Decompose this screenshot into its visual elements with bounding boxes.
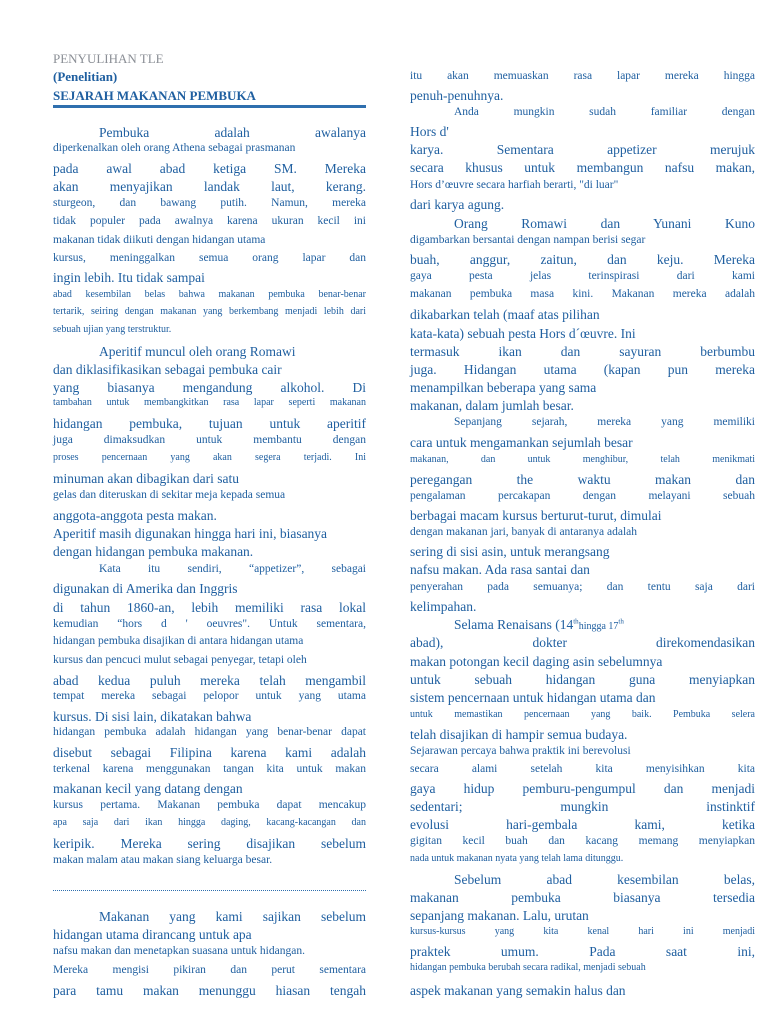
line-text: ingin lebih. Itu tidak sampai bbox=[53, 270, 205, 285]
text-line bbox=[53, 180, 366, 194]
text-line bbox=[454, 873, 755, 887]
text-line bbox=[53, 398, 366, 408]
line-text: dikabarkan telah (maaf atas pilihan bbox=[410, 307, 600, 322]
line-text: itu akan memuaskan rasa lapar mereka hingga bbox=[410, 70, 755, 82]
line-text: makanan tidak diikuti dengan hidangan utama bbox=[53, 234, 266, 246]
line-text: makanan kecil yang datang dengan bbox=[53, 781, 243, 796]
line-text: secara alami setelah kita menyisihkan kita bbox=[410, 763, 755, 775]
line-text: kata-kata) sebuah pesta Hors d´œuvre. Ini bbox=[410, 326, 636, 341]
text-line bbox=[53, 965, 366, 977]
superscript: th bbox=[618, 617, 624, 626]
text-line bbox=[53, 235, 366, 247]
text-line bbox=[454, 107, 755, 119]
line-text: kursus dan pencuci mulut sebagai penyegar, tetapi oleh bbox=[53, 654, 307, 666]
text-line bbox=[53, 928, 366, 942]
text-line bbox=[53, 271, 366, 285]
text-line bbox=[53, 800, 366, 812]
line-text: dan diklasifikasikan sebagai pembuka cair bbox=[53, 362, 282, 377]
text-line bbox=[454, 618, 755, 632]
line-text-tail: hingga 17 bbox=[578, 621, 619, 632]
text-line bbox=[410, 909, 755, 923]
line-text: hidangan utama dirancang untuk apa bbox=[53, 927, 252, 942]
line-text: gaya hidup pemburu-pengumpul dan menjadi bbox=[410, 781, 755, 796]
line-text: di tahun 1860-an, lebih memiliki rasa lokal bbox=[53, 600, 366, 615]
text-line bbox=[410, 764, 755, 776]
text-line bbox=[410, 491, 755, 503]
text-line bbox=[410, 782, 755, 796]
line-text: gigitan kecil buah dan kacang memang menyiapkan bbox=[410, 835, 755, 847]
text-line bbox=[53, 325, 366, 335]
line-text: buah, anggur, zaitun, dan keju. Mereka bbox=[410, 252, 755, 267]
text-line bbox=[410, 381, 755, 395]
text-line bbox=[410, 582, 755, 594]
text-line bbox=[53, 545, 366, 559]
line-text: tidak populer pada awalnya karena ukuran kecil ini bbox=[53, 215, 366, 227]
line-text: abad kesembilan belas bahwa makanan pembuka benar-benar bbox=[53, 289, 366, 300]
text-line bbox=[410, 746, 755, 758]
text-line bbox=[53, 527, 366, 541]
text-line bbox=[410, 180, 755, 192]
line-text: secara khusus untuk membangun nafsu makan, bbox=[410, 160, 755, 175]
line-text: abad), dokter direkomendasikan bbox=[410, 635, 755, 650]
text-line bbox=[53, 582, 366, 596]
page-title: SEJARAH MAKANAN PEMBUKA bbox=[53, 88, 256, 103]
line-text: menampilkan beberapa yang sama bbox=[410, 380, 597, 395]
section-divider bbox=[53, 890, 366, 891]
text-line bbox=[410, 636, 755, 650]
line-text: hidangan pembuka berubah secara radikal, menjadi sebuah bbox=[410, 962, 646, 973]
line-text: gelas dan diteruskan di sekitar meja kepada semua bbox=[53, 489, 286, 501]
line-text: gaya pesta jelas terinspirasi dari kami bbox=[410, 270, 755, 282]
subject-label: PENYULIHAN TLE bbox=[53, 51, 164, 66]
line-text: kelimpahan. bbox=[410, 599, 477, 614]
text-line bbox=[53, 509, 366, 523]
text-line bbox=[410, 71, 755, 83]
line-text: penuh-penuhnya. bbox=[410, 88, 504, 103]
line-text: sering di sisi asin, untuk merangsang bbox=[410, 544, 610, 559]
text-line bbox=[410, 854, 755, 864]
text-line bbox=[410, 728, 755, 742]
text-line bbox=[410, 327, 755, 341]
text-line bbox=[53, 435, 366, 447]
line-text: Mereka mengisi pikiran dan perut sementara bbox=[53, 964, 366, 976]
text-line bbox=[53, 453, 366, 463]
text-line bbox=[410, 836, 755, 848]
line-text: telah disajikan di hampir semua budaya. bbox=[410, 727, 628, 742]
line-text: hidangan pembuka disajikan di antara hidangan utama bbox=[53, 635, 304, 647]
text-line bbox=[410, 691, 755, 705]
text-line bbox=[410, 891, 755, 905]
text-line bbox=[410, 271, 755, 283]
line-text: kursus, meninggalkan semua orang lapar dan bbox=[53, 252, 366, 264]
line-text: karya. Sementara appetizer merujuk bbox=[410, 142, 755, 157]
line-text: nafsu makan dan menetapkan suasana untuk hidangan. bbox=[53, 945, 305, 957]
line-text: makanan, dalam jumlah besar. bbox=[410, 398, 574, 413]
line-text: penyerahan pada semuanya; dan tentu saja dari bbox=[410, 581, 755, 593]
text-line bbox=[410, 455, 755, 465]
line-text: sebuah ujian yang terstruktur. bbox=[53, 324, 172, 335]
superscript: th bbox=[573, 617, 579, 626]
text-line bbox=[53, 636, 366, 648]
text-line bbox=[410, 545, 755, 559]
line-text: praktek umum. Pada saat ini, bbox=[410, 944, 755, 959]
line-text: yang biasanya mengandung alkohol. Di bbox=[53, 380, 366, 395]
line-text: dengan makanan jari, banyak di antaranya adalah bbox=[410, 526, 638, 538]
line-text: Pembuka adalah awalanya bbox=[99, 125, 366, 140]
text-line bbox=[53, 655, 366, 667]
document-type: (Penelitian) bbox=[53, 69, 118, 84]
line-text: dengan hidangan pembuka makanan. bbox=[53, 544, 254, 559]
line-text: para tamu makan menunggu hiasan tengah bbox=[53, 983, 366, 998]
text-line bbox=[53, 162, 366, 176]
line-text: untuk memastikan pencernaan yang baik. Pembuka selera bbox=[410, 709, 755, 720]
text-line bbox=[410, 198, 755, 212]
text-line bbox=[410, 436, 755, 450]
text-line bbox=[99, 345, 366, 359]
text-line bbox=[53, 984, 366, 998]
text-line bbox=[53, 855, 366, 867]
line-text: pengalaman percakapan dengan melayani sebuah bbox=[410, 490, 755, 502]
line-text: untuk sebuah hidangan guna menyiapkan bbox=[410, 672, 755, 687]
text-line bbox=[410, 289, 755, 301]
text-line bbox=[53, 363, 366, 377]
text-line bbox=[53, 216, 366, 228]
text-line bbox=[410, 473, 755, 487]
text-line bbox=[53, 818, 366, 828]
line-text: terkenal karena menggunakan tangan kita untuk makan bbox=[53, 763, 366, 775]
line-text: evolusi hari-gembala kami, ketika bbox=[410, 817, 755, 832]
line-text: disebut sebagai Filipina karena kami adalah bbox=[53, 745, 366, 760]
line-text: juga. Hidangan utama (kapan pun mereka bbox=[410, 362, 755, 377]
text-line bbox=[410, 308, 755, 322]
text-line bbox=[410, 363, 755, 377]
line-text: sturgeon, dan bawang putih. Namun, mereka bbox=[53, 197, 366, 209]
line-text: Orang Romawi dan Yunani Kuno bbox=[454, 216, 755, 231]
line-text: sistem pencernaan untuk hidangan utama dan bbox=[410, 690, 656, 705]
text-line bbox=[454, 217, 755, 231]
line-text: Sebelum abad kesembilan belas, bbox=[454, 872, 755, 887]
line-text: kursus pertama. Makanan pembuka dapat mencakup bbox=[53, 799, 366, 811]
line-text: apa saja dari ikan hingga daging, kacang-kacangan dan bbox=[53, 817, 366, 828]
line-text: hidangan pembuka adalah hidangan yang benar-benar dapat bbox=[53, 726, 366, 738]
text-line bbox=[454, 417, 755, 429]
text-line bbox=[53, 307, 366, 317]
text-line bbox=[410, 235, 755, 247]
line-text: Anda mungkin sudah familiar dengan bbox=[454, 106, 755, 118]
line-text: keripik. Mereka sering disajikan sebelum bbox=[53, 836, 366, 851]
text-line bbox=[410, 655, 755, 669]
text-line bbox=[410, 345, 755, 359]
text-line bbox=[410, 161, 755, 175]
line-text: minuman akan dibagikan dari satu bbox=[53, 471, 239, 486]
line-text: makan malam atau makan siang keluarga besar. bbox=[53, 854, 273, 866]
text-line bbox=[53, 691, 366, 703]
line-text: Makanan yang kami sajikan sebelum bbox=[99, 909, 366, 924]
line-text: peregangan the waktu makan dan bbox=[410, 472, 755, 487]
line-text: pada awal abad ketiga SM. Mereka bbox=[53, 161, 366, 176]
text-line bbox=[53, 837, 366, 851]
text-line bbox=[410, 600, 755, 614]
line-text: aspek makanan yang semakin halus dan bbox=[410, 983, 626, 998]
line-text: digunakan di Amerika dan Inggris bbox=[53, 581, 238, 596]
line-text: kursus. Di sisi lain, dikatakan bahwa bbox=[53, 709, 252, 724]
line-text: kemudian “hors d ' oeuvres". Untuk sementara, bbox=[53, 618, 366, 630]
line-text: cara untuk mengamankan sejumlah besar bbox=[410, 435, 633, 450]
title-underline bbox=[53, 105, 366, 108]
text-line bbox=[410, 927, 755, 937]
text-line bbox=[410, 399, 755, 413]
text-line bbox=[53, 198, 366, 210]
text-line bbox=[53, 782, 366, 796]
text-line bbox=[410, 509, 755, 523]
line-text: sepanjang makanan. Lalu, urutan bbox=[410, 908, 589, 923]
text-line bbox=[410, 527, 755, 539]
text-line bbox=[410, 710, 755, 720]
line-text: sedentari; mungkin instinktif bbox=[410, 799, 755, 814]
line-text: makanan pembuka masa kini. Makanan mereka adalah bbox=[410, 288, 755, 300]
text-line bbox=[99, 564, 366, 576]
text-line bbox=[410, 963, 755, 973]
line-text: juga dimaksudkan untuk membantu dengan bbox=[53, 434, 366, 446]
line-text: tertarik, seiring dengan makanan yang berkembang menjadi lebih dari bbox=[53, 306, 366, 317]
line-text: nada untuk makanan nyata yang telah lama ditunggu. bbox=[410, 853, 624, 864]
text-line bbox=[410, 984, 755, 998]
line-text: Hors d' bbox=[410, 124, 449, 139]
text-line bbox=[53, 417, 366, 431]
line-text: Kata itu sendiri, “appetizer”, sebagai bbox=[99, 563, 366, 575]
line-text: makanan pembuka biasanya tersedia bbox=[410, 890, 755, 905]
text-line bbox=[53, 290, 366, 300]
text-line bbox=[53, 727, 366, 739]
text-line bbox=[53, 472, 366, 486]
line-text: termasuk ikan dan sayuran berbumbu bbox=[410, 344, 755, 359]
line-text: dari karya agung. bbox=[410, 197, 505, 212]
text-line bbox=[53, 746, 366, 760]
text-line bbox=[410, 818, 755, 832]
line-text: Sepanjang sejarah, mereka yang memiliki bbox=[454, 416, 755, 428]
text-line bbox=[53, 764, 366, 776]
text-line bbox=[410, 253, 755, 267]
line-text: Aperitif muncul oleh orang Romawi bbox=[99, 344, 296, 359]
line-text: tambahan untuk membangkitkan rasa lapar seperti makanan bbox=[53, 397, 366, 408]
text-line bbox=[410, 945, 755, 959]
text-line bbox=[53, 946, 366, 958]
text-line bbox=[410, 563, 755, 577]
line-text: abad kedua puluh mereka telah mengambil bbox=[53, 673, 366, 688]
text-line bbox=[410, 89, 755, 103]
line-text: berbagai macam kursus berturut-turut, dimulai bbox=[410, 508, 662, 523]
line-text: Hors d’œuvre secara harfiah berarti, "di luar" bbox=[410, 179, 619, 191]
line-text: digambarkan bersantai dengan nampan berisi segar bbox=[410, 234, 646, 246]
line-text: proses pencernaan yang akan segera terjadi. Ini bbox=[53, 452, 366, 463]
text-line bbox=[53, 143, 366, 155]
line-text: nafsu makan. Ada rasa santai dan bbox=[410, 562, 590, 577]
text-line bbox=[53, 253, 366, 265]
line-text: hidangan pembuka, tujuan untuk aperitif bbox=[53, 416, 366, 431]
line-text: tempat mereka sebagai pelopor untuk yang utama bbox=[53, 690, 366, 702]
line-text: kursus-kursus yang kita kenal hari ini menjadi bbox=[410, 926, 755, 937]
text-line bbox=[410, 125, 755, 139]
text-line bbox=[99, 126, 366, 140]
line-text: makanan, dan untuk menghibur, telah menikmati bbox=[410, 454, 755, 465]
text-line bbox=[53, 674, 366, 688]
line-text: anggota-anggota pesta makan. bbox=[53, 508, 217, 523]
line-text: akan menyajikan landak laut, kerang. bbox=[53, 179, 366, 194]
line-text: Sejarawan percaya bahwa praktik ini berevolusi bbox=[410, 745, 631, 757]
line-text: Aperitif masih digunakan hingga hari ini, biasanya bbox=[53, 526, 328, 541]
text-line bbox=[53, 710, 366, 724]
line-text: Selama Renaisans (14 bbox=[454, 617, 574, 632]
line-text: makan potongan kecil daging asin sebelumnya bbox=[410, 654, 663, 669]
text-line bbox=[53, 601, 366, 615]
line-text: diperkenalkan oleh orang Athena sebagai prasmanan bbox=[53, 142, 296, 154]
text-line bbox=[53, 490, 366, 502]
text-line bbox=[410, 800, 755, 814]
text-line bbox=[53, 619, 366, 631]
text-line bbox=[99, 910, 366, 924]
text-line bbox=[410, 143, 755, 157]
text-line bbox=[53, 381, 366, 395]
text-line bbox=[410, 673, 755, 687]
